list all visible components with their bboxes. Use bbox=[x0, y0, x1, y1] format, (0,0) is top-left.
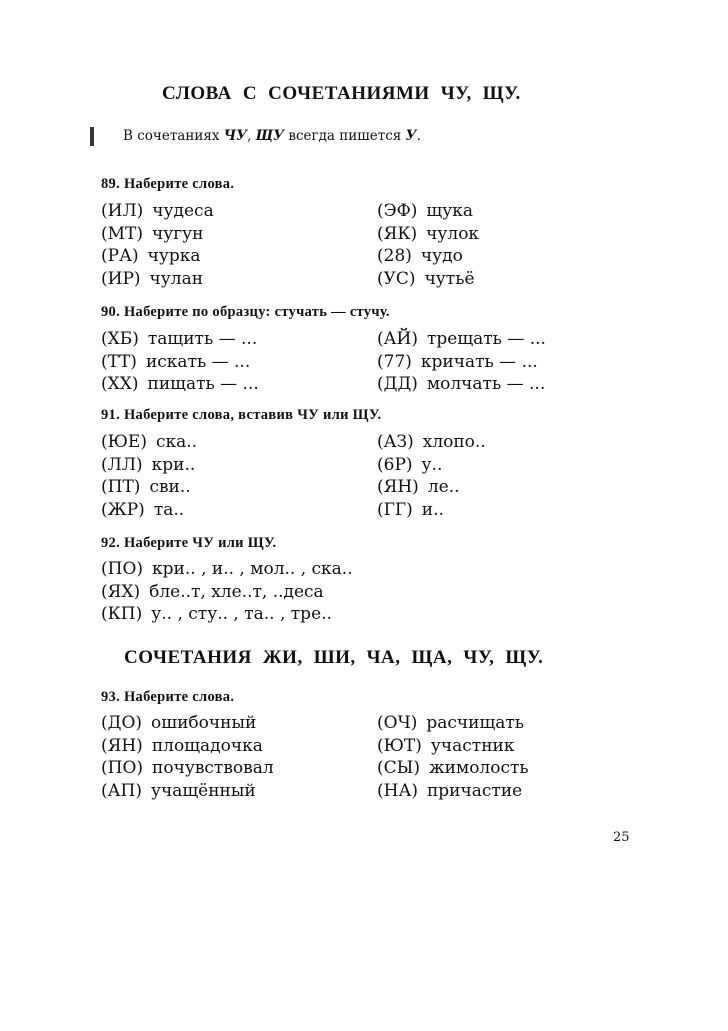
item-code: (ОЧ) bbox=[377, 713, 418, 733]
exercise-row bbox=[101, 455, 195, 475]
item-code: (ИР) bbox=[101, 268, 141, 289]
item-text: почувствовал bbox=[152, 758, 274, 778]
exercise-row bbox=[101, 432, 197, 452]
exercise-row bbox=[377, 500, 444, 520]
item-code: (ЭФ) bbox=[377, 201, 418, 221]
exercise-row bbox=[377, 477, 460, 497]
exercise-row bbox=[377, 432, 486, 452]
item-text: та.. bbox=[153, 499, 185, 520]
exercise-row bbox=[101, 781, 256, 801]
exercise-row bbox=[101, 500, 184, 520]
exercise-row bbox=[101, 201, 214, 221]
item-text: хлопо.. bbox=[422, 432, 486, 452]
item-text: чулок bbox=[426, 223, 480, 244]
item-text: сви.. bbox=[149, 477, 191, 497]
exercise-row bbox=[377, 246, 463, 266]
item-code: (УС) bbox=[377, 268, 416, 289]
item-code: (6Р) bbox=[377, 454, 413, 475]
item-code: (28) bbox=[377, 246, 412, 266]
item-text: чугун bbox=[152, 223, 204, 244]
item-text: молчать — ... bbox=[426, 374, 546, 394]
item-text: бле..т, хле..т, ..деса bbox=[149, 581, 324, 602]
item-code: (КП) bbox=[101, 604, 143, 624]
item-text: тащить — ... bbox=[147, 329, 258, 349]
item-text: ошибочный bbox=[151, 713, 257, 733]
exercise-89-title: 89. Наберите слова. bbox=[101, 176, 235, 192]
exercise-row bbox=[377, 374, 545, 394]
item-text: ле.. bbox=[427, 477, 460, 497]
item-code: (ЖР) bbox=[101, 499, 145, 520]
item-code: (СЫ) bbox=[377, 758, 420, 778]
item-code: (РА) bbox=[101, 246, 139, 266]
item-code: (ЛЛ) bbox=[101, 454, 143, 475]
exercise-row bbox=[377, 201, 473, 221]
item-text: пищать — ... bbox=[147, 374, 259, 394]
item-code: (АП) bbox=[101, 780, 142, 801]
item-code: (ЮТ) bbox=[377, 735, 422, 756]
item-text: искать — ... bbox=[145, 351, 251, 372]
exercise-row bbox=[377, 224, 479, 244]
exercise-row bbox=[377, 758, 529, 778]
item-code: (ЯК) bbox=[377, 223, 418, 244]
page-number: 25 bbox=[613, 830, 630, 845]
item-text: кри.. , и.. , мол.. , ска.. bbox=[152, 559, 353, 579]
item-code: (ДО) bbox=[101, 713, 143, 733]
item-text: чулан bbox=[149, 268, 204, 289]
exercise-row bbox=[101, 374, 259, 394]
exercise-row bbox=[377, 269, 475, 289]
section-title-2: СОЧЕТАНИЯ ЖИ, ШИ, ЧА, ЩА, ЧУ, ЩУ. bbox=[124, 647, 544, 668]
exercise-row bbox=[377, 736, 514, 756]
item-text: щука bbox=[426, 201, 473, 221]
exercise-row bbox=[101, 736, 263, 756]
item-code: (НА) bbox=[377, 780, 418, 801]
rule-text: В сочетаниях ЧУ, ЩУ всегда пишется У. bbox=[123, 128, 421, 144]
exercise-row bbox=[101, 559, 353, 579]
item-text: у.. bbox=[421, 454, 443, 475]
item-code: (ИЛ) bbox=[101, 201, 144, 221]
exercise-row bbox=[377, 781, 522, 801]
exercise-row bbox=[101, 224, 204, 244]
item-code: (ЯН) bbox=[377, 477, 419, 497]
section-title-1: СЛОВА С СОЧЕТАНИЯМИ ЧУ, ЩУ. bbox=[162, 83, 521, 104]
exercise-row bbox=[377, 455, 442, 475]
item-code: (77) bbox=[377, 351, 412, 372]
exercise-row bbox=[101, 713, 256, 733]
exercise-row bbox=[101, 604, 332, 624]
item-code: (ТТ) bbox=[101, 351, 137, 372]
item-text: чурка bbox=[147, 246, 201, 266]
item-text: чудеса bbox=[152, 201, 214, 221]
item-code: (ПО) bbox=[101, 758, 144, 778]
item-code: (АЗ) bbox=[377, 432, 414, 452]
item-text: чутьё bbox=[424, 268, 475, 289]
item-text: кричать — ... bbox=[420, 351, 538, 372]
exercise-row bbox=[101, 329, 257, 349]
exercise-row bbox=[101, 269, 203, 289]
item-code: (ГГ) bbox=[377, 499, 413, 520]
exercise-91-title: 91. Наберите слова, вставив ЧУ или ЩУ. bbox=[101, 407, 382, 423]
item-code: (АЙ) bbox=[377, 329, 418, 349]
item-text: кри.. bbox=[151, 454, 196, 475]
item-text: чудо bbox=[420, 246, 463, 266]
item-text: участник bbox=[430, 735, 515, 756]
item-code: (ЯХ) bbox=[101, 581, 141, 602]
exercise-92-title: 92. Наберите ЧУ или ЩУ. bbox=[101, 535, 277, 551]
item-code: (ПО) bbox=[101, 559, 144, 579]
item-code: (ХБ) bbox=[101, 329, 139, 349]
item-text: у.. , сту.. , та.. , тре.. bbox=[151, 604, 332, 624]
item-text: учащённый bbox=[150, 780, 256, 801]
item-code: (ДД) bbox=[377, 374, 418, 394]
item-code: (ЮЕ) bbox=[101, 432, 147, 452]
exercise-row bbox=[101, 246, 200, 266]
exercise-row bbox=[377, 713, 524, 733]
exercise-row bbox=[101, 582, 324, 602]
item-text: трещать — ... bbox=[426, 329, 546, 349]
exercise-93-title: 93. Наберите слова. bbox=[101, 689, 235, 705]
item-text: и.. bbox=[421, 499, 444, 520]
item-text: расчищать bbox=[426, 713, 525, 733]
item-text: жимолость bbox=[429, 758, 529, 778]
exercise-row bbox=[101, 352, 250, 372]
exercise-row bbox=[377, 329, 546, 349]
item-text: ска.. bbox=[155, 432, 198, 452]
item-code: (МТ) bbox=[101, 223, 144, 244]
item-code: (ПТ) bbox=[101, 477, 141, 497]
item-code: (ХХ) bbox=[101, 374, 139, 394]
exercise-row bbox=[377, 352, 538, 372]
exercise-90-title: 90. Наберите по образцу: стучать — стучу. bbox=[101, 304, 390, 320]
exercise-row bbox=[101, 758, 274, 778]
item-text: площадочка bbox=[151, 735, 263, 756]
rule-marker bbox=[90, 127, 94, 146]
item-code: (ЯН) bbox=[101, 735, 143, 756]
item-text: причастие bbox=[426, 780, 523, 801]
exercise-row bbox=[101, 477, 191, 497]
